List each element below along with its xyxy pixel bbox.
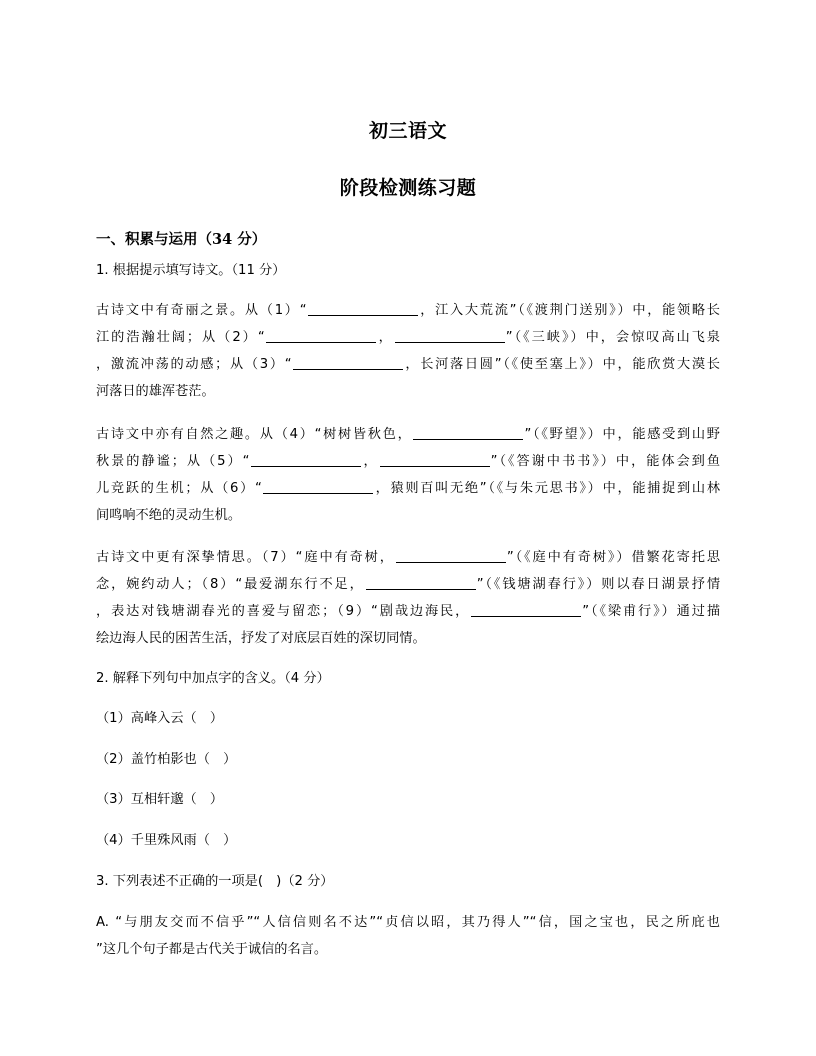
fill-blank-3[interactable] — [293, 355, 403, 370]
q1-p2-line1 — [96, 421, 720, 448]
question-3-prompt: 3. 下列表述不正确的一项是( )（2 分） — [96, 874, 334, 889]
fill-blank-9[interactable] — [471, 602, 581, 617]
text-segment: ，长河落日圆”（《使至塞上》）中，能欣赏大漠长 — [403, 357, 720, 372]
text-segment: 绘边海人民的困苦生活，抒发了对底层百姓的深切同情。 — [96, 631, 426, 646]
fill-blank-6[interactable] — [263, 479, 373, 494]
q3-option-a-line2: ”这几个句子都是古代关于诚信的名言。 — [96, 942, 328, 957]
text-segment: 河落日的雄浑苍茫。 — [96, 384, 215, 399]
text-segment: 秋景的静谧；从（5）“ — [96, 454, 250, 469]
fill-blank-2a[interactable] — [266, 328, 376, 343]
fill-blank-2b[interactable] — [395, 328, 505, 343]
q1-p1-line2 — [96, 324, 720, 351]
text-segment: ， — [361, 454, 379, 469]
question-2-prompt: 2. 解释下列句中加点字的含义。（4 分） — [96, 671, 330, 686]
q2-item-3: （3）互相轩邈（ ） — [96, 792, 224, 807]
text-segment: 儿竞跃的生机；从（6）“ — [96, 481, 262, 496]
q3-option-a-line1: A. “与朋友交而不信乎”“人信信则名不达”“贞信以昭，其乃得人”“信，国之宝也，民之所庇也 — [96, 915, 720, 930]
text-segment: ”（《野望》）中，能感受到山野 — [524, 427, 720, 442]
fill-blank-1[interactable] — [308, 301, 418, 316]
q1-p2-line3 — [96, 475, 720, 502]
document-title: 初三语文 — [368, 120, 447, 142]
text-segment: ， — [376, 330, 394, 345]
q1-p1-line4 — [96, 378, 720, 405]
fill-blank-4[interactable] — [413, 425, 523, 440]
text-segment: 念，婉约动人；（8）“最爱湖东行不足， — [96, 577, 365, 592]
text-segment: ，表达对钱塘湖春光的喜爱与留恋；（9）“剧哉边海民， — [96, 604, 471, 619]
fill-blank-7[interactable] — [396, 548, 506, 563]
section-heading: 一、积累与运用（34 分） — [96, 231, 267, 248]
fill-blank-5b[interactable] — [380, 452, 490, 467]
document-subtitle: 阶段检测练习题 — [339, 177, 477, 199]
q2-item-1: （1）高峰入云（ ） — [96, 711, 224, 726]
q1-p1-line3 — [96, 351, 720, 378]
text-segment: ”（《三峡》）中，会惊叹高山飞泉 — [505, 330, 720, 345]
q1-p2-line4 — [96, 502, 720, 529]
text-segment: 古诗文中亦有自然之趣。从（4）“树树皆秋色， — [96, 427, 413, 442]
text-segment: 古诗文中更有深挚情思。（7）“庭中有奇树， — [96, 550, 395, 565]
q1-p1-line1 — [96, 297, 720, 324]
text-segment: ”（《钱塘湖春行》）则以春日湖景抒情 — [476, 577, 721, 592]
text-segment: ”（《梁甫行》）通过描 — [582, 604, 721, 619]
text-segment: ，江入大荒流”（《渡荆门送别》）中，能领略长 — [418, 303, 720, 318]
text-segment: ，猿则百叫无绝”（《与朱元思书》）中，能捕捉到山林 — [373, 481, 720, 496]
q2-item-2: （2）盖竹柏影也（ ） — [96, 752, 237, 767]
text-segment: 古诗文中有奇丽之景。从（1）“ — [96, 303, 307, 318]
q1-p2-line2 — [96, 448, 720, 475]
fill-blank-8[interactable] — [366, 575, 476, 590]
fill-blank-5a[interactable] — [251, 452, 361, 467]
text-segment: ”（《庭中有奇树》）借繁花寄托思 — [506, 550, 721, 565]
q1-p3-line1 — [96, 544, 720, 571]
question-1-prompt: 1. 根据提示填写诗文。（11 分） — [96, 263, 286, 278]
text-segment: ，激流冲荡的动感；从（3）“ — [96, 357, 292, 372]
text-segment: 江的浩瀚壮阔；从（2）“ — [96, 330, 265, 345]
q2-item-4: （4）千里殊风雨（ ） — [96, 833, 237, 848]
text-segment: 间鸣响不绝的灵动生机。 — [96, 508, 242, 523]
text-segment: ”（《答谢中书书》）中，能体会到鱼 — [490, 454, 721, 469]
q1-p3-line4 — [96, 625, 720, 652]
q1-p3-line2 — [96, 571, 720, 598]
q1-p3-line3 — [96, 598, 720, 625]
